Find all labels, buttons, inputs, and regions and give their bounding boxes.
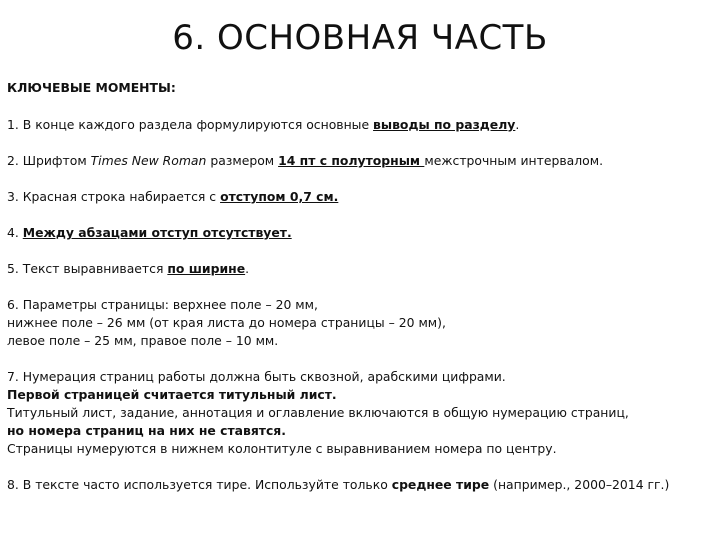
list-item-1 xyxy=(7,116,713,134)
item-2-emphasis: 14 пт с полуторным xyxy=(278,153,425,168)
item-7-line-2: Первой страницей считается титульный лист. xyxy=(7,387,337,402)
item-7-line-3: Титульный лист, задание, аннотация и оглавление включаются в общую нумерацию страниц, xyxy=(7,405,629,420)
item-8-end: (например., 2000–2014 гг.) xyxy=(489,477,670,492)
item-4-emphasis: Между абзацами отступ отсутствует. xyxy=(22,225,292,240)
page-title: 6. ОСНОВНАЯ ЧАСТЬ xyxy=(172,18,548,58)
item-2-text-mid: размером xyxy=(206,153,279,168)
list-item-7 xyxy=(7,368,713,458)
item-1-emphasis: выводы по разделу xyxy=(373,117,516,132)
item-2-text: 2. Шрифтом xyxy=(7,153,91,168)
list-item-3 xyxy=(7,188,713,206)
item-5-emphasis: по ширине xyxy=(167,261,246,276)
item-8-text: 8. В тексте часто используется тире. Используйте только xyxy=(7,477,392,492)
item-3-emphasis: отступом 0,7 см. xyxy=(220,189,339,204)
item-6-line-2: нижнее поле – 26 мм (от края листа до номера страницы – 20 мм), xyxy=(7,315,446,330)
item-1-text: 1. В конце каждого раздела формулируются основные xyxy=(7,117,374,132)
item-1-end: . xyxy=(515,117,520,132)
list-item-5 xyxy=(7,260,713,278)
item-6-line-1: 6. Параметры страницы: верхнее поле – 20 мм, xyxy=(7,297,318,312)
item-2-end: межстрочным интервалом. xyxy=(424,153,604,168)
item-7-line-1: 7. Нумерация страниц работы должна быть сквозной, арабскими цифрами. xyxy=(7,369,506,384)
item-2-font-name: Times New Roman xyxy=(90,153,207,168)
item-7-line-5: Страницы нумеруются в нижнем колонтитуле с выравниванием номера по центру. xyxy=(7,441,557,456)
item-3-text: 3. Красная строка набирается с xyxy=(7,189,221,204)
list-item-6 xyxy=(7,296,713,350)
item-5-end: . xyxy=(245,261,250,276)
section-heading: КЛЮЧЕВЫЕ МОМЕНТЫ: xyxy=(7,80,176,95)
list-item-8 xyxy=(7,476,713,494)
list-item-4 xyxy=(7,224,713,242)
list-item-2 xyxy=(7,152,713,170)
document-body xyxy=(7,79,713,512)
item-5-text: 5. Текст выравнивается xyxy=(7,261,168,276)
item-4-number: 4. xyxy=(7,225,23,240)
item-6-line-3: левое поле – 25 мм, правое поле – 10 мм. xyxy=(7,333,279,348)
item-8-emphasis: среднее тире xyxy=(391,477,490,492)
item-7-line-4: но номера страниц на них не ставятся. xyxy=(7,423,286,438)
